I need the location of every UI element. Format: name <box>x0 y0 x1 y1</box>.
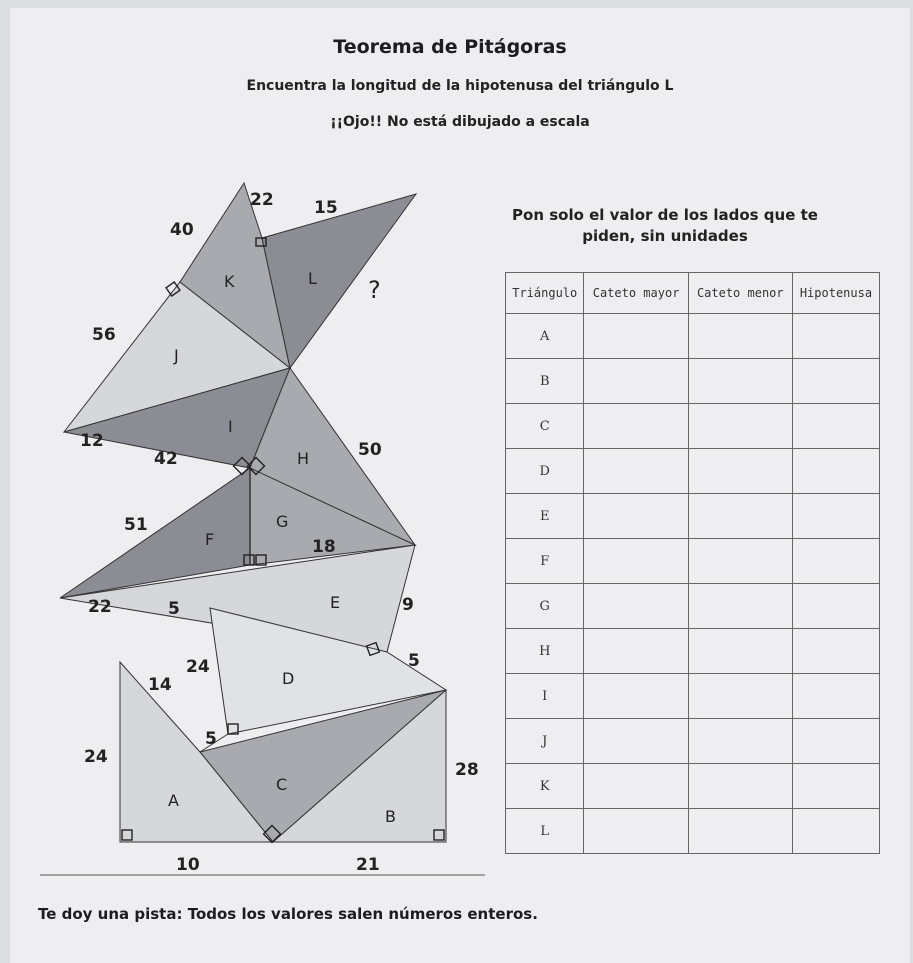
hipotenusa-cell[interactable] <box>792 809 879 854</box>
cateto-mayor-cell[interactable] <box>584 764 688 809</box>
side-28: 28 <box>455 760 479 780</box>
table-row <box>506 449 880 494</box>
side-12: 12 <box>80 431 104 451</box>
side-24-d: 24 <box>186 657 210 677</box>
cateto-menor-cell[interactable] <box>688 314 792 359</box>
side-56: 56 <box>92 325 116 345</box>
label-a: A <box>168 791 179 810</box>
side-5-e: 5 <box>168 599 180 619</box>
cateto-menor-cell[interactable] <box>688 809 792 854</box>
header-cateto-mayor: Cateto mayor <box>584 273 688 314</box>
table-row <box>506 404 880 449</box>
row-label: L <box>506 809 584 854</box>
cateto-mayor-cell[interactable] <box>584 404 688 449</box>
side-18: 18 <box>312 537 336 557</box>
cateto-menor-cell[interactable] <box>688 404 792 449</box>
label-k: K <box>224 272 235 291</box>
row-label: A <box>506 314 584 359</box>
cateto-mayor-cell[interactable] <box>584 449 688 494</box>
row-label: I <box>506 674 584 719</box>
cateto-mayor-cell[interactable] <box>584 674 688 719</box>
table-row <box>506 314 880 359</box>
label-e: E <box>330 593 341 612</box>
hipotenusa-cell[interactable] <box>792 629 879 674</box>
side-9: 9 <box>402 595 414 615</box>
hipotenusa-cell[interactable] <box>792 539 879 584</box>
cateto-menor-cell[interactable] <box>688 719 792 764</box>
row-label: J <box>506 719 584 764</box>
side-50: 50 <box>358 440 382 460</box>
label-i: I <box>228 417 233 436</box>
side-unknown: ? <box>368 276 381 304</box>
label-h: H <box>297 449 310 468</box>
cateto-menor-cell[interactable] <box>688 449 792 494</box>
table-header-row <box>506 273 880 314</box>
row-label: E <box>506 494 584 539</box>
cateto-menor-cell[interactable] <box>688 584 792 629</box>
side-51: 51 <box>124 515 148 535</box>
table-row <box>506 584 880 629</box>
table-row <box>506 359 880 404</box>
cateto-mayor-cell[interactable] <box>584 314 688 359</box>
side-22-bottom: 22 <box>88 597 112 617</box>
cateto-mayor-cell[interactable] <box>584 629 688 674</box>
side-5-c: 5 <box>205 729 217 749</box>
cateto-mayor-cell[interactable] <box>584 539 688 584</box>
row-label: C <box>506 404 584 449</box>
row-label: H <box>506 629 584 674</box>
hipotenusa-cell[interactable] <box>792 494 879 539</box>
scale-warning: ¡¡Ojo!! No está dibujado a escala <box>330 114 590 130</box>
cateto-mayor-cell[interactable] <box>584 719 688 764</box>
answer-table <box>505 272 880 854</box>
side-14: 14 <box>148 675 172 695</box>
hipotenusa-cell[interactable] <box>792 584 879 629</box>
row-label: G <box>506 584 584 629</box>
side-24-a: 24 <box>84 747 108 767</box>
hipotenusa-cell[interactable] <box>792 674 879 719</box>
cateto-menor-cell[interactable] <box>688 629 792 674</box>
side-22-top: 22 <box>250 190 274 210</box>
hipotenusa-cell[interactable] <box>792 359 879 404</box>
row-label: K <box>506 764 584 809</box>
table-row <box>506 539 880 584</box>
row-label: F <box>506 539 584 584</box>
side-15: 15 <box>314 198 338 218</box>
side-10: 10 <box>176 855 200 875</box>
side-5-d: 5 <box>408 651 420 671</box>
cateto-mayor-cell[interactable] <box>584 584 688 629</box>
label-d: D <box>282 669 295 688</box>
cateto-mayor-cell[interactable] <box>584 359 688 404</box>
table-row <box>506 764 880 809</box>
side-21: 21 <box>356 855 380 875</box>
cateto-menor-cell[interactable] <box>688 359 792 404</box>
row-label: D <box>506 449 584 494</box>
label-l: L <box>308 269 317 288</box>
table-row <box>506 674 880 719</box>
hipotenusa-cell[interactable] <box>792 314 879 359</box>
side-40: 40 <box>170 220 194 240</box>
cateto-menor-cell[interactable] <box>688 494 792 539</box>
cateto-mayor-cell[interactable] <box>584 809 688 854</box>
footer-hint: Te doy una pista: Todos los valores salen números enteros. <box>38 905 538 923</box>
table-row <box>506 809 880 854</box>
table-row <box>506 629 880 674</box>
hipotenusa-cell[interactable] <box>792 719 879 764</box>
label-b: B <box>385 807 396 826</box>
label-j: J <box>174 346 179 365</box>
cateto-menor-cell[interactable] <box>688 539 792 584</box>
cateto-mayor-cell[interactable] <box>584 494 688 539</box>
row-label: B <box>506 359 584 404</box>
cateto-menor-cell[interactable] <box>688 764 792 809</box>
page-subtitle: Encuentra la longitud de la hipotenusa del triángulo L <box>246 78 674 94</box>
hipotenusa-cell[interactable] <box>792 764 879 809</box>
table-instruction: Pon solo el valor de los lados que te piden, sin unidades <box>512 206 818 245</box>
header-cateto-menor: Cateto menor <box>688 273 792 314</box>
header-hipotenusa: Hipotenusa <box>792 273 879 314</box>
table-row <box>506 719 880 764</box>
header-triangulo: Triángulo <box>506 273 584 314</box>
triangle-l <box>262 194 416 368</box>
cateto-menor-cell[interactable] <box>688 674 792 719</box>
hipotenusa-cell[interactable] <box>792 404 879 449</box>
side-42: 42 <box>154 449 178 469</box>
label-g: G <box>276 512 289 531</box>
label-f: F <box>205 530 215 549</box>
label-c: C <box>276 775 288 794</box>
page-title: Teorema de Pitágoras <box>333 36 567 58</box>
hipotenusa-cell[interactable] <box>792 449 879 494</box>
table-row <box>506 494 880 539</box>
